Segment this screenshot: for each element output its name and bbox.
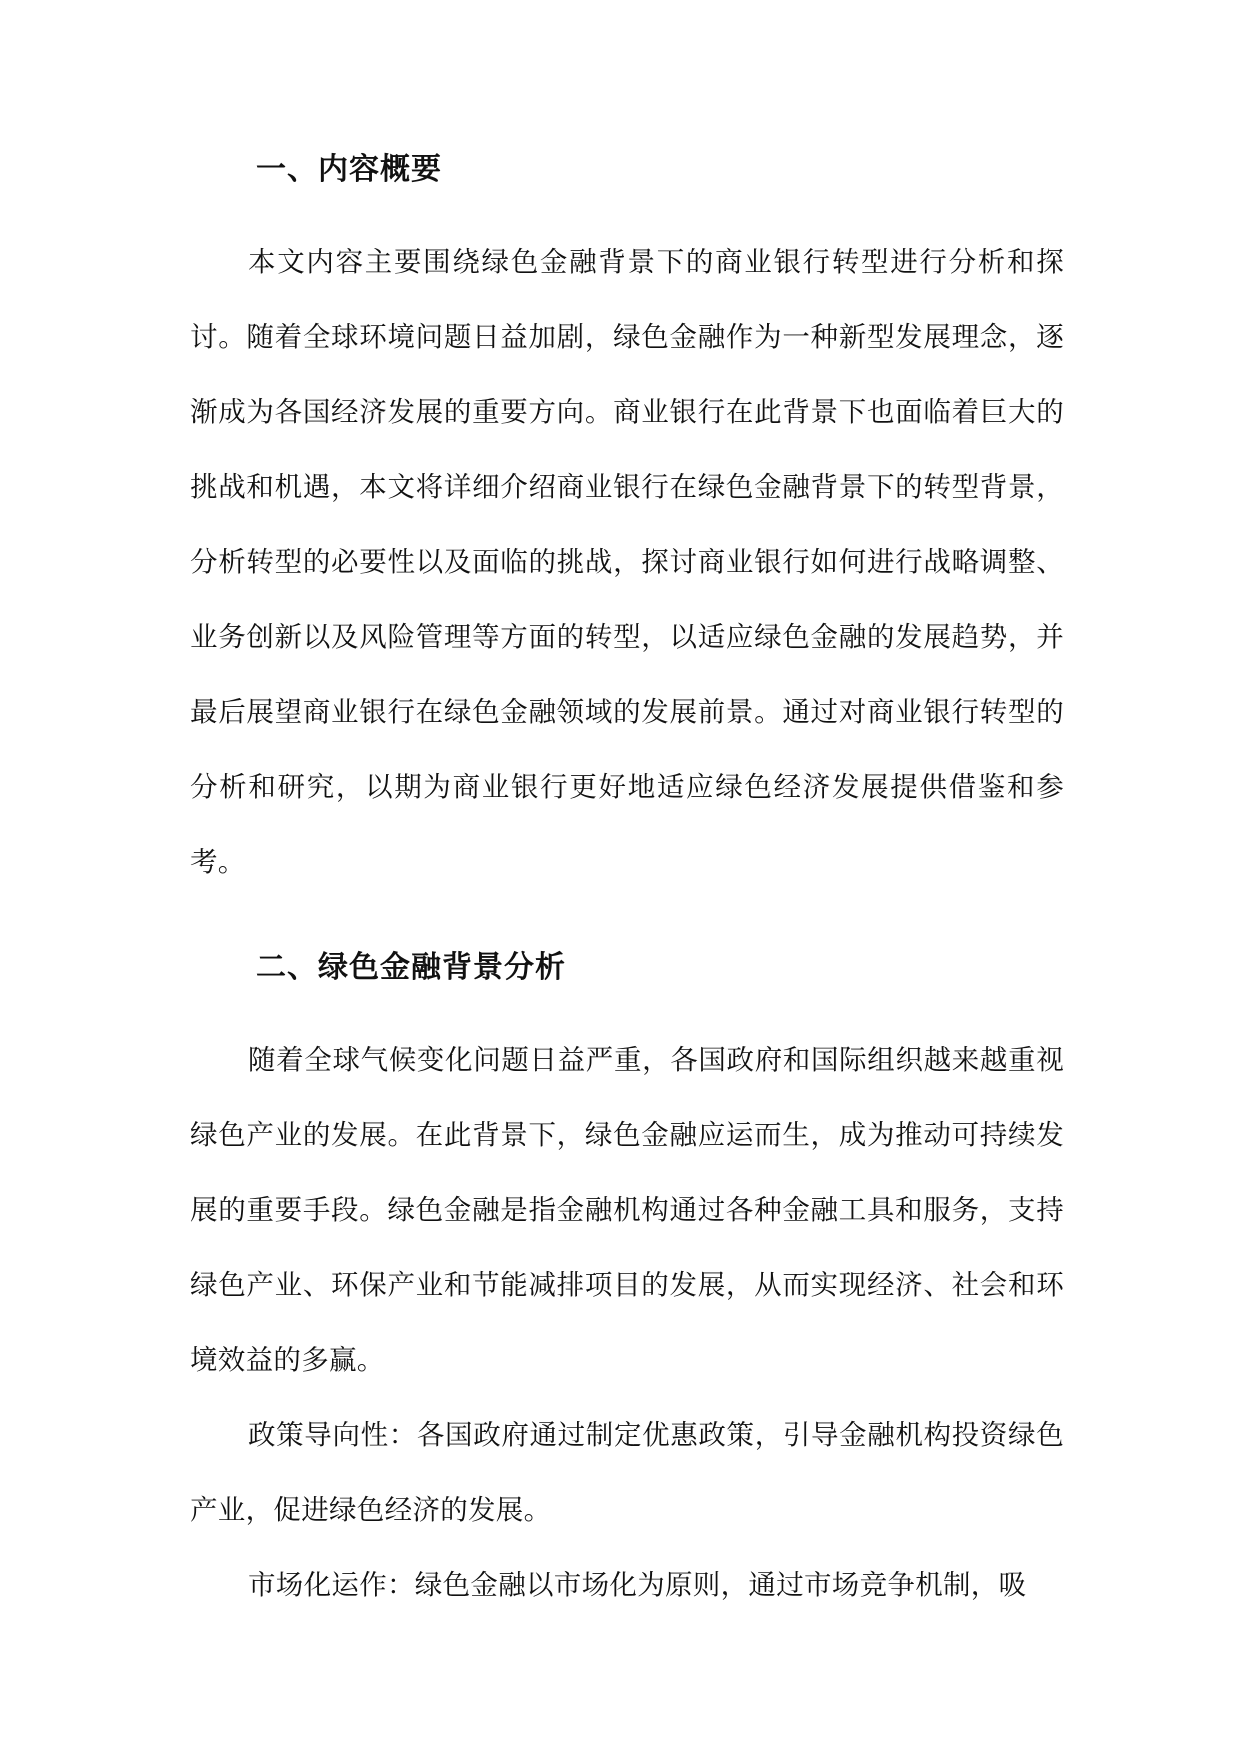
- section-body: [0, 1023, 1241, 1623]
- paragraph: 随着全球气候变化问题日益严重，各国政府和国际组织越来越重视绿色产业的发展。在此背景下，绿色金融应运而生，成为推动可持续发展的重要手段。绿色金融是指金融机构通过各种金融工具和服务，支持绿色产业、环保产业和节能减排项目的发展，从而实现经济、社会和环境效益的多赢。: [190, 1044, 1064, 1376]
- section-green-finance-background: [0, 948, 1241, 1623]
- section-heading: 一、内容概要: [256, 152, 442, 187]
- paragraph: 市场化运作：绿色金融以市场化为原则，通过市场竞争机制，吸: [248, 1569, 1027, 1601]
- section-heading: 二、绿色金融背景分析: [256, 950, 566, 985]
- section-content-summary: [0, 150, 1241, 900]
- paragraph: 政策导向性：各国政府通过制定优惠政策，引导金融机构投资绿色产业，促进绿色经济的发展。: [190, 1419, 1064, 1526]
- paragraph: 本文内容主要围绕绿色金融背景下的商业银行转型进行分析和探讨。随着全球环境问题日益加剧，绿色金融作为一种新型发展理念，逐渐成为各国经济发展的重要方向。商业银行在此背景下也面临着巨大的挑战和机遇，本文将详细介绍商业银行在绿色金融背景下的转型背景，分析转型的必要性以及面临的挑战，探讨商业银行如何进行战略调整、业务创新以及风险管理等方面的转型，以适应绿色金融的发展趋势，并最后展望商业银行在绿色金融领域的发展前景。通过对商业银行转型的分析和研究，以期为商业银行更好地适应绿色经济发展提供借鉴和参考。: [190, 246, 1064, 878]
- section-body: [0, 225, 1241, 900]
